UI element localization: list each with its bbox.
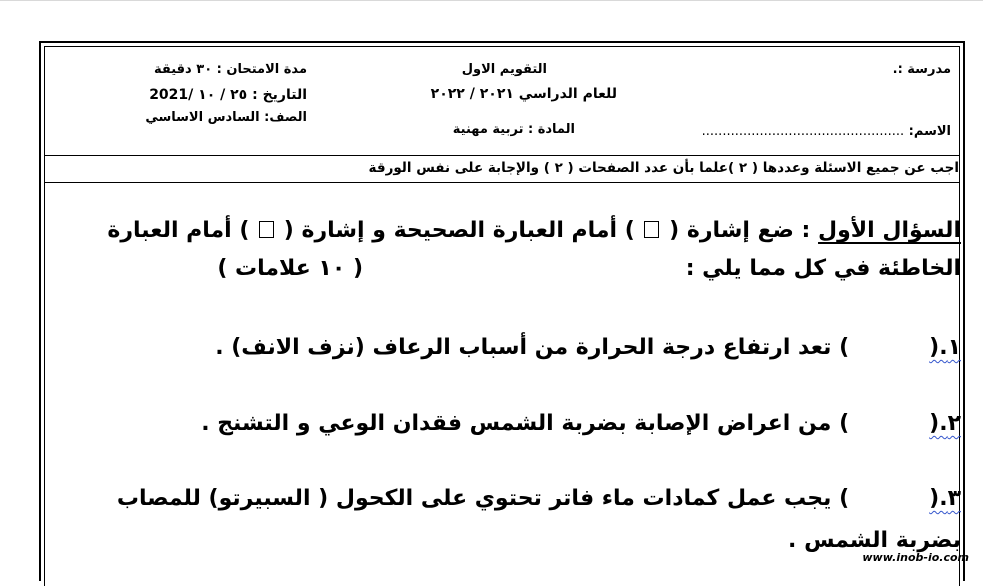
item-text: ) تعد ارتفاع درجة الحرارة من أسباب الرعاف (نزف الانف) .	[215, 335, 850, 360]
item-text: ) من اعراض الإصابة بضربة الشمس فقدان الوعي و التشنج .	[201, 411, 850, 436]
question1-text-c: ) أمام العبارة	[107, 218, 250, 243]
name-label: الاسم:	[908, 124, 951, 139]
question1-line1	[107, 218, 961, 243]
question1-text-b: ) أمام العبارة الصحيحة و إشارة (	[283, 218, 635, 243]
academic-year: للعام الدراسي ٢٠٢١ / ٢٠٢٢	[430, 86, 617, 102]
list-item	[117, 486, 961, 511]
header-separator-bottom	[44, 182, 960, 183]
exam-duration: مدة الامتحان : ٣٠ دقيقة	[154, 62, 307, 77]
exam-date: التاريخ : ٢٥ / ١٠ /2021	[149, 87, 307, 103]
instructions: اجب عن جميع الاسئلة وعددها ( ٢ )علما بأن عدد الصفحات ( ٢ ) والإجابة على نفس الورقة	[368, 160, 959, 176]
item-number: ١.(	[929, 335, 961, 360]
item-text: ) يجب عمل كمادات ماء فاتر تحتوي على الكحول ( السبيرتو) للمصاب	[116, 486, 850, 511]
checkbox-symbol	[259, 221, 274, 238]
school-label: مدرسة :.	[892, 62, 951, 77]
grade-label: الصف: السادس الاساسي	[145, 110, 307, 125]
checkbox-symbol	[644, 221, 659, 238]
list-item	[215, 335, 961, 360]
evaluation-title: التقويم الاول	[461, 62, 547, 77]
name-field	[702, 124, 951, 139]
header-separator-top	[44, 155, 960, 156]
question1-text-a: : ضع إشارة (	[669, 218, 811, 243]
question1-marks: ( ١٠ علامات )	[217, 256, 363, 281]
name-dots: .................................................	[701, 124, 905, 139]
list-item-continuation: بضربة الشمس .	[788, 528, 961, 553]
question1-line2: الخاطئة في كل مما يلي :	[685, 256, 961, 281]
item-number: ٢.(	[929, 411, 961, 436]
top-rule	[0, 0, 983, 1]
question1-title: السؤال الأول	[818, 218, 961, 243]
item-number: ٣.(	[929, 486, 961, 511]
list-item	[201, 411, 961, 436]
subject: المادة : تربية مهنية	[452, 122, 575, 137]
website-watermark: www.inob-io.com	[862, 551, 969, 564]
